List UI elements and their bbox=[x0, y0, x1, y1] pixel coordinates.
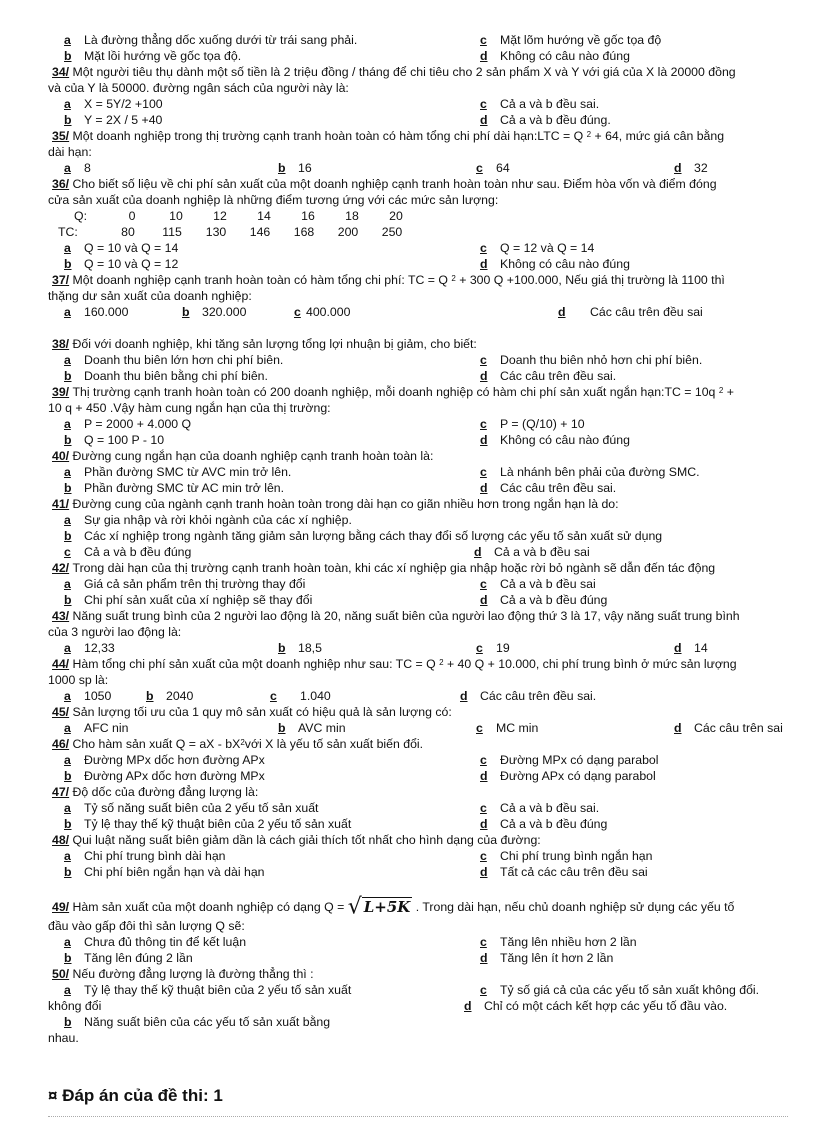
option-key: d bbox=[674, 721, 682, 735]
question-35 bbox=[48, 128, 788, 176]
question-text: Qui luật năng suất biên giảm dần là cách giải thích tốt nhất cho hình dạng của đường: bbox=[72, 833, 541, 847]
question-number: 44/ bbox=[52, 657, 70, 671]
option-c: 64 bbox=[496, 161, 510, 175]
option-key: b bbox=[278, 721, 286, 735]
question-text: + 40 Q + 10.000, chi phí trung bình ở mức sản lượng bbox=[446, 657, 737, 671]
question-49 bbox=[48, 896, 788, 966]
option-b: Y = 2X / 5 +40 bbox=[84, 113, 163, 127]
option-c: Tỷ số giá cả của các yếu tố sản xuất không đổi. bbox=[500, 983, 760, 997]
question-text: Sản lượng tối ưu của 1 quy mô sản xuất có hiệu quả là sản lượng có: bbox=[72, 705, 452, 719]
table-cell: 130 bbox=[205, 225, 227, 239]
option-key: d bbox=[480, 593, 488, 607]
question-text: với X là yếu tố sản xuất biến đổi. bbox=[244, 737, 424, 751]
option-key: c bbox=[294, 305, 301, 319]
table-cell: 80 bbox=[121, 225, 135, 239]
question-number: 42/ bbox=[52, 561, 70, 575]
option-b: Tỷ lệ thay thế kỹ thuật biên của 2 yếu tố sản xuất bbox=[84, 817, 352, 831]
option-key: a bbox=[64, 161, 71, 175]
question-text: Một doanh nghiệp cạnh tranh hoàn toàn có hàm tổng chi phí: TC = Q bbox=[72, 273, 448, 287]
question-text: + bbox=[726, 385, 734, 399]
option-key: a bbox=[64, 241, 71, 255]
option-key: a bbox=[64, 97, 71, 111]
table-cell: 18 bbox=[345, 209, 359, 223]
option-d: Các câu trên đều sai. bbox=[500, 481, 617, 495]
question-number: 35/ bbox=[52, 129, 70, 143]
option-a: 160.000 bbox=[84, 305, 129, 319]
option-key: d bbox=[480, 369, 488, 383]
option-a: Q = 10 và Q = 14 bbox=[84, 241, 179, 255]
question-text: 10 q + 450 .Vậy hàm cung ngắn hạn của thị trường: bbox=[48, 401, 331, 415]
question-number: 48/ bbox=[52, 833, 70, 847]
question-38 bbox=[48, 336, 788, 384]
question-37 bbox=[48, 272, 788, 320]
option-key: b bbox=[64, 257, 72, 271]
sqrt-radicand: L+5K bbox=[363, 898, 411, 917]
superscript: 2 bbox=[451, 274, 456, 283]
option-b: 18,5 bbox=[298, 641, 322, 655]
option-key: a bbox=[64, 983, 71, 997]
option-key: d bbox=[480, 951, 488, 965]
question-text: Đối với doanh nghiệp, khi tăng sản lượng tổng lợi nhuận bị giảm, cho biết: bbox=[72, 337, 477, 351]
option-key: c bbox=[480, 465, 487, 479]
option-key: a bbox=[64, 689, 71, 703]
option-row bbox=[48, 32, 788, 48]
option-b: 320.000 bbox=[202, 305, 247, 319]
question-text: của 3 người lao động là: bbox=[48, 625, 182, 639]
option-b: Các xí nghiệp trong ngành tăng giảm sản lượng bằng cách thay đổi số lượng các yếu tố sản xuất sử dụng bbox=[84, 529, 663, 543]
option-b-continued: nhau. bbox=[48, 1031, 79, 1045]
question-number: 50/ bbox=[52, 967, 70, 981]
question-text: + 300 Q +100.000, Nếu giá thị trường là 1100 thì bbox=[459, 273, 725, 287]
option-b: Q = 10 và Q = 12 bbox=[84, 257, 179, 271]
option-key: c bbox=[476, 641, 483, 655]
option-d: 14 bbox=[694, 641, 708, 655]
option-a: X = 5Y/2 +100 bbox=[84, 97, 163, 111]
bullet-icon: ¤ bbox=[48, 1086, 58, 1105]
option-key: a bbox=[64, 721, 71, 735]
option-key: c bbox=[480, 801, 487, 815]
option-key: a bbox=[64, 417, 71, 431]
option-a: Đường MPx dốc hơn đường APx bbox=[84, 753, 265, 767]
option-d: Các câu trên đều sai. bbox=[480, 689, 597, 703]
option-b: Tăng lên đúng 2 lần bbox=[84, 951, 193, 965]
question-text: Một doanh nghiệp trong thị trường cạnh tranh hoàn toàn có hàm tổng chi phí dài hạn:LTC = Q bbox=[72, 129, 584, 143]
question-text: 1000 sp là: bbox=[48, 673, 109, 687]
option-row bbox=[48, 48, 788, 64]
table-cell: 115 bbox=[162, 225, 182, 239]
question-number: 39/ bbox=[52, 385, 70, 399]
option-key: b bbox=[64, 113, 72, 127]
option-c: 400.000 bbox=[306, 305, 351, 319]
exam-document bbox=[48, 32, 788, 1046]
question-34 bbox=[48, 64, 788, 128]
option-d: Các câu trên đều sai. bbox=[500, 369, 617, 383]
option-b: Đường APx dốc hơn đường MPx bbox=[84, 769, 265, 783]
question-text: Hàm tổng chi phí sản xuất của một doanh nghiệp như sau: TC = Q bbox=[72, 657, 436, 671]
question-48 bbox=[48, 832, 788, 880]
option-key: d bbox=[480, 481, 488, 495]
option-key: c bbox=[480, 33, 487, 47]
question-text: Đường cung ngắn hạn của doanh nghiệp cạnh tranh hoàn toàn là: bbox=[72, 449, 434, 463]
option-key: a bbox=[64, 801, 71, 815]
option-key: c bbox=[480, 241, 487, 255]
question-text: đầu vào gấp đôi thì sản lượng Q sẽ: bbox=[48, 919, 245, 933]
table-cell: 200 bbox=[337, 225, 359, 239]
question-text: Độ dốc của đường đẳng lượng là: bbox=[72, 785, 259, 799]
question-text: + 64, mức giá cân bằng bbox=[594, 129, 725, 143]
question-text: Hàm sản xuất của một doanh nghiệp có dạng Q = bbox=[72, 900, 345, 914]
option-d: Không có câu nào đúng bbox=[500, 257, 630, 271]
option-c: 1.040 bbox=[300, 689, 331, 703]
option-key: c bbox=[476, 161, 483, 175]
option-a-continued: không đổi bbox=[48, 999, 102, 1013]
option-key: b bbox=[64, 529, 72, 543]
option-b: Q = 100 P - 10 bbox=[84, 433, 165, 447]
option-d: Cả a và b đều đúng bbox=[500, 817, 608, 831]
question-43 bbox=[48, 608, 788, 656]
option-a: P = 2000 + 4.000 Q bbox=[84, 417, 192, 431]
question-45 bbox=[48, 704, 788, 736]
option-a: 12,33 bbox=[84, 641, 115, 655]
option-key: b bbox=[64, 369, 72, 383]
table-cell: 12 bbox=[213, 209, 227, 223]
answer-key-heading bbox=[48, 1088, 223, 1104]
option-key: a bbox=[64, 305, 71, 319]
option-d: Cả a và b đều đúng. bbox=[500, 113, 611, 127]
option-key: a bbox=[64, 577, 71, 591]
option-b: Chi phí sản xuất của xí nghiệp sẽ thay đổi bbox=[84, 593, 313, 607]
table-cell: 0 bbox=[128, 209, 136, 223]
table-cell: 14 bbox=[257, 209, 271, 223]
question-50 bbox=[48, 966, 788, 1046]
question-number: 49/ bbox=[52, 900, 70, 914]
option-key: d bbox=[558, 305, 566, 319]
table-cell: 20 bbox=[389, 209, 403, 223]
option-d: Đường APx có dạng parabol bbox=[500, 769, 656, 783]
option-d: 32 bbox=[694, 161, 708, 175]
question-number: 43/ bbox=[52, 609, 70, 623]
option-key: b bbox=[182, 305, 190, 319]
option-b: Doanh thu biên bằng chi phí biên. bbox=[84, 369, 268, 383]
divider bbox=[48, 1116, 788, 1117]
question-text: cửa sản xuất của doanh nghiệp là những điểm tương ứng với các mức sản lượng: bbox=[48, 193, 499, 207]
option-key: b bbox=[64, 951, 72, 965]
option-c: MC min bbox=[496, 721, 539, 735]
option-c: Q = 12 và Q = 14 bbox=[500, 241, 595, 255]
option-text: Mặt lồi hướng về gốc tọa độ. bbox=[84, 49, 242, 63]
question-47 bbox=[48, 784, 788, 832]
option-key: c bbox=[480, 97, 487, 111]
option-a: Giá cả sản phẩm trên thị trường thay đổi bbox=[84, 577, 306, 591]
question-number: 34/ bbox=[52, 65, 70, 79]
option-key: b bbox=[64, 1015, 72, 1029]
question-39 bbox=[48, 384, 788, 448]
option-key: b bbox=[64, 865, 72, 879]
question-text: Đường cung của ngành cạnh tranh hoàn toàn trong dài hạn co giãn nhiều hơn trong ngắn hạn là do: bbox=[72, 497, 619, 511]
option-key: a bbox=[64, 935, 71, 949]
option-key: c bbox=[480, 935, 487, 949]
table-cell: 250 bbox=[381, 225, 403, 239]
option-key: b bbox=[278, 161, 286, 175]
option-b: 2040 bbox=[166, 689, 194, 703]
option-key: c bbox=[480, 577, 487, 591]
superscript: 2 bbox=[240, 738, 245, 747]
question-text: Năng suất trung bình của 2 người lao động là 20, năng suất biên của người lao động thứ 3 là 17, vậy năng suất trung bình bbox=[72, 609, 740, 623]
option-c: Là nhánh bên phải của đường SMC. bbox=[500, 465, 700, 479]
table-cell: 146 bbox=[249, 225, 271, 239]
question-40 bbox=[48, 448, 788, 496]
option-b: Phần đường SMC từ AC min trở lên. bbox=[84, 481, 285, 495]
question-41 bbox=[48, 496, 788, 560]
option-key: c bbox=[64, 545, 71, 559]
option-key: c bbox=[480, 417, 487, 431]
option-key: c bbox=[476, 721, 483, 735]
superscript: 2 bbox=[586, 130, 592, 139]
sqrt-icon: √ bbox=[347, 894, 362, 920]
question-number: 37/ bbox=[52, 273, 70, 287]
option-c: Cả a và b đều sai. bbox=[500, 97, 600, 111]
data-table-row-tc bbox=[48, 224, 788, 240]
option-c: Chi phí trung bình ngắn hạn bbox=[500, 849, 653, 863]
option-a: 8 bbox=[84, 161, 91, 175]
option-a: Chi phí trung bình dài hạn bbox=[84, 849, 226, 863]
question-text: Cho biết số liệu về chi phí sản xuất của một doanh nghiệp cạnh tranh hoàn toàn như sau. Điểm hòa vốn và điểm đóng bbox=[72, 177, 717, 191]
question-text: Nếu đường đẳng lượng là đường thẳng thì : bbox=[72, 967, 314, 981]
option-key: d bbox=[480, 817, 488, 831]
option-key: d bbox=[480, 257, 488, 271]
option-c: P = (Q/10) + 10 bbox=[500, 417, 585, 431]
option-b: Chi phí biên ngắn hạn và dài hạn bbox=[84, 865, 265, 879]
square-root-formula bbox=[347, 894, 413, 920]
option-key: d bbox=[480, 769, 488, 783]
option-key: c bbox=[480, 849, 487, 863]
option-key: d bbox=[674, 641, 682, 655]
table-cell: 168 bbox=[293, 225, 315, 239]
question-number: 45/ bbox=[52, 705, 70, 719]
option-key: b bbox=[64, 49, 72, 63]
option-d: Chỉ có một cách kết hợp các yếu tố đầu vào. bbox=[484, 999, 728, 1013]
question-text: Một người tiêu thụ dành một số tiền là 2 triệu đồng / tháng để chi tiêu cho 2 sản phẩm X và Y với giá của X là 20000 đồng bbox=[72, 65, 736, 79]
option-key: b bbox=[64, 769, 72, 783]
option-key: d bbox=[464, 999, 472, 1013]
question-42 bbox=[48, 560, 788, 608]
question-text: Cho hàm sản xuất Q = aX - bX bbox=[72, 737, 241, 751]
option-key: c bbox=[480, 753, 487, 767]
option-key: d bbox=[674, 161, 682, 175]
option-b: AVC min bbox=[298, 721, 346, 735]
question-text: . Trong dài hạn, nếu chủ doanh nghiệp sử dụng các yếu tố bbox=[415, 900, 735, 914]
option-key: c bbox=[270, 689, 277, 703]
option-c: 19 bbox=[496, 641, 510, 655]
table-label: Q: bbox=[74, 209, 87, 223]
option-key: c bbox=[480, 353, 487, 367]
option-key: d bbox=[474, 545, 482, 559]
option-a: Phần đường SMC từ AVC min trở lên. bbox=[84, 465, 292, 479]
option-key: a bbox=[64, 641, 71, 655]
option-d: Tăng lên ít hơn 2 lần bbox=[500, 951, 614, 965]
option-key: b bbox=[64, 481, 72, 495]
question-text: dài hạn: bbox=[48, 145, 92, 159]
question-46 bbox=[48, 736, 788, 784]
question-number: 47/ bbox=[52, 785, 70, 799]
question-text: Trong dài hạn của thị trường cạnh tranh hoàn toàn, khi các xí nghiệp gia nhập hoặc rời bỏ ngành sẽ dẫn đến tác động bbox=[72, 561, 716, 575]
option-d: Các câu trên sai bbox=[694, 721, 783, 735]
option-key: a bbox=[64, 353, 71, 367]
option-d: Các câu trên đều sai bbox=[590, 305, 703, 319]
answer-key-title: Đáp án của đề thi: 1 bbox=[62, 1086, 223, 1105]
option-d: Không có câu nào đúng bbox=[500, 433, 630, 447]
option-key: b bbox=[64, 433, 72, 447]
option-key: b bbox=[146, 689, 154, 703]
option-key: b bbox=[64, 593, 72, 607]
option-c: Đường MPx có dạng parabol bbox=[500, 753, 659, 767]
option-a: Tỷ số năng suất biên của 2 yếu tố sản xuất bbox=[84, 801, 319, 815]
option-c: Tăng lên nhiều hơn 2 lần bbox=[500, 935, 637, 949]
option-c: Doanh thu biên nhỏ hơn chi phí biên. bbox=[500, 353, 703, 367]
option-key: b bbox=[64, 817, 72, 831]
option-text: Mặt lõm hướng về gốc tọa độ bbox=[500, 33, 662, 47]
option-key: d bbox=[460, 689, 468, 703]
option-key: d bbox=[480, 49, 488, 63]
option-key: a bbox=[64, 513, 71, 527]
question-text: và của Y là 50000. đường ngân sách của người này là: bbox=[48, 81, 349, 95]
table-cell: 16 bbox=[301, 209, 315, 223]
question-number: 46/ bbox=[52, 737, 70, 751]
question-number: 40/ bbox=[52, 449, 70, 463]
option-a: Sự gia nhập và rời khỏi ngành của các xí nghiệp. bbox=[84, 513, 352, 527]
option-text: Là đường thẳng dốc xuống dưới từ trái sang phải. bbox=[84, 33, 358, 47]
question-36 bbox=[48, 176, 788, 272]
option-a: AFC nin bbox=[84, 721, 129, 735]
data-table-row-q bbox=[48, 208, 788, 224]
superscript: 2 bbox=[439, 658, 444, 667]
table-label: TC: bbox=[58, 225, 78, 239]
question-number: 41/ bbox=[52, 497, 70, 511]
option-key: b bbox=[278, 641, 286, 655]
option-key: d bbox=[480, 113, 488, 127]
question-44 bbox=[48, 656, 788, 704]
option-d: Cả a và b đều sai bbox=[494, 545, 590, 559]
question-text: Thị trường cạnh tranh hoàn toàn có 200 doanh nghiệp, mỗi doanh nghiệp có hàm chi phí sản xuất ngắn hạn:TC = 10q bbox=[72, 385, 716, 399]
question-text: thặng dư sản xuất của doanh nghiệp: bbox=[48, 289, 252, 303]
option-key: d bbox=[480, 865, 488, 879]
option-key: a bbox=[64, 33, 71, 47]
option-a: Tỷ lệ thay thế kỹ thuật biên của 2 yếu tố sản xuất bbox=[84, 983, 352, 997]
question-number: 36/ bbox=[52, 177, 70, 191]
option-a: Chưa đủ thông tin để kết luận bbox=[84, 935, 247, 949]
option-b: 16 bbox=[298, 161, 312, 175]
option-key: d bbox=[480, 433, 488, 447]
superscript: 2 bbox=[718, 386, 724, 395]
option-a: Doanh thu biên lớn hơn chi phí biên. bbox=[84, 353, 284, 367]
option-c: Cả a và b đều đúng bbox=[84, 545, 192, 559]
option-a: 1050 bbox=[84, 689, 112, 703]
option-text: Không có câu nào đúng bbox=[500, 49, 630, 63]
option-key: a bbox=[64, 849, 71, 863]
option-key: a bbox=[64, 753, 71, 767]
option-b: Năng suất biên của các yếu tố sản xuất bằng bbox=[84, 1015, 331, 1029]
question-number: 38/ bbox=[52, 337, 70, 351]
option-c: Cả a và b đều sai. bbox=[500, 801, 600, 815]
option-key: a bbox=[64, 465, 71, 479]
option-d: Tất cả các câu trên đều sai bbox=[500, 865, 648, 879]
option-c: Cả a và b đều sai bbox=[500, 577, 596, 591]
option-d: Cả a và b đều đúng bbox=[500, 593, 608, 607]
option-key: c bbox=[480, 983, 487, 997]
table-cell: 10 bbox=[169, 209, 183, 223]
